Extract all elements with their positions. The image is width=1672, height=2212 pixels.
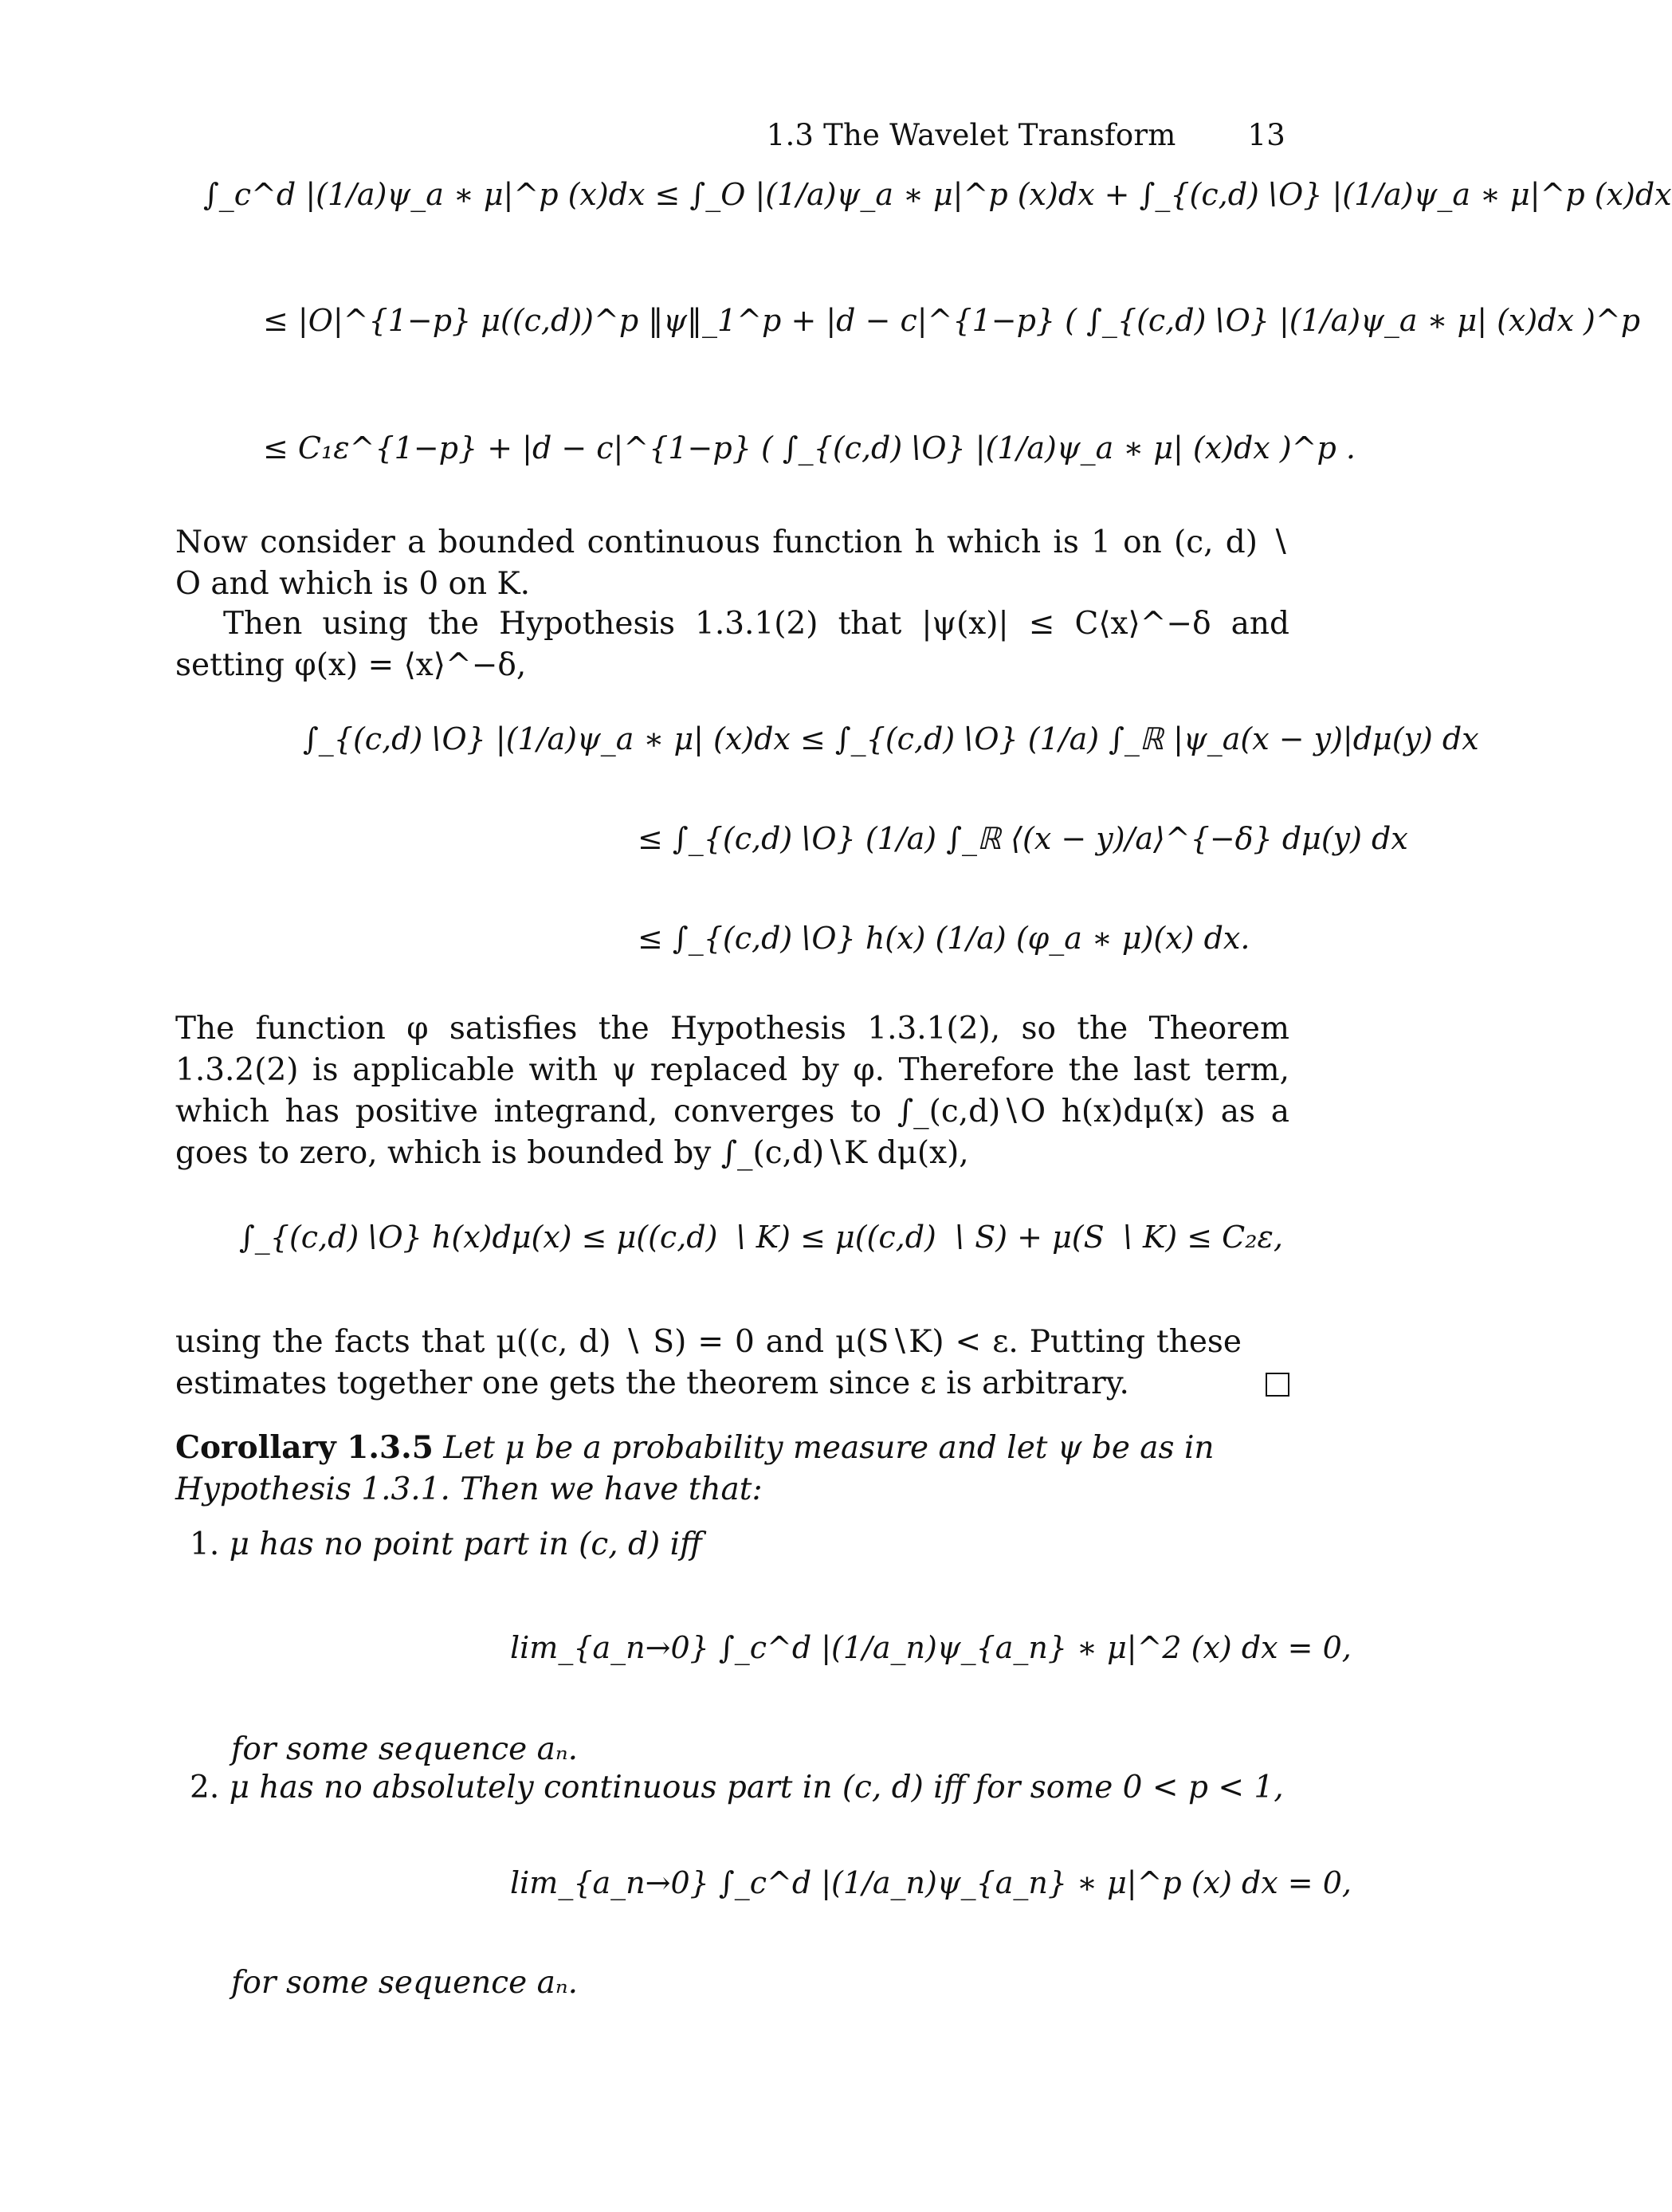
paragraph-2 — [175, 603, 1289, 686]
equation-text: ∫_c^d |(1/a)ψ_a ∗ μ|^p (x)dx ≤ ∫_O |(1/a)ψ_a ∗ μ|^p (x)dx + ∫_{(c,d)∖O} |(1/a)ψ_a ∗ μ|^p (x)dx — [203, 177, 1672, 212]
corollary-1-3-5 — [175, 1427, 1289, 1511]
equation-1-line-1 — [203, 177, 1672, 212]
paragraph-text: using the facts that μ((c, d) ∖ S) = 0 and μ(S∖K) < ε. Putting these estimates together one gets the theorem since ε is arbitrary. — [175, 1324, 1242, 1401]
equation-4 — [510, 1630, 1352, 1665]
equation-5 — [510, 1865, 1352, 1900]
equation-3 — [239, 1220, 1283, 1255]
equation-text: lim_{a_n→0} ∫_c^d |(1/a_n)ψ_{a_n} ∗ μ|^2 (x) dx = 0, — [510, 1630, 1352, 1665]
corollary-item-2-after — [231, 1965, 578, 2001]
item-number: 1. — [190, 1526, 220, 1562]
paragraph-4 — [175, 1322, 1289, 1405]
corollary-item-2 — [190, 1770, 1284, 1805]
equation-2-line-2 — [638, 821, 1408, 856]
item-text: μ has no absolutely continuous part in (c, d) iff for some 0 < p < 1, — [229, 1770, 1284, 1805]
equation-text: ≤ ∫_{(c,d)∖O} (1/a) ∫_ℝ ⟨(x − y)/a⟩^{−δ} dμ(y) dx — [638, 821, 1408, 856]
qed-box-icon — [1266, 1373, 1289, 1397]
page-number: 13 — [1247, 118, 1285, 152]
equation-1-line-2 — [263, 303, 1640, 338]
item-number: 2. — [190, 1770, 220, 1805]
corollary-statement: Let μ be a probability measure and let ψ be as in Hypothesis 1.3.1. Then we have that: — [175, 1430, 1215, 1507]
running-head — [767, 118, 1285, 152]
item-text: μ has no point part in (c, d) iff — [229, 1526, 702, 1562]
corollary-item-1-after — [231, 1731, 578, 1767]
equation-1-line-3 — [263, 430, 1356, 466]
equation-text: ∫_{(c,d)∖O} h(x)dμ(x) ≤ μ((c,d) ∖ K) ≤ μ((c,d) ∖ S) + μ(S ∖ K) ≤ C₂ε, — [239, 1220, 1283, 1255]
item-after-text: for some sequence aₙ. — [231, 1965, 579, 2001]
corollary-heading: Corollary 1.3.5 — [175, 1429, 434, 1466]
equation-text: lim_{a_n→0} ∫_c^d |(1/a_n)ψ_{a_n} ∗ μ|^p (x) dx = 0, — [510, 1865, 1352, 1900]
paragraph-text: Now consider a bounded continuous function h which is 1 on (c, d) ∖ O and which is 0 on K. — [175, 525, 1289, 602]
corollary-paragraph — [175, 1427, 1289, 1511]
paragraph-1 — [175, 522, 1289, 605]
equation-text: ≤ |O|^{1−p} μ((c,d))^p ‖ψ‖_1^p + |d − c|^{1−p} ( ∫_{(c,d)∖O} |(1/a)ψ_a ∗ μ| (x)dx )^p — [263, 303, 1641, 338]
paragraph-text: The function φ satisfies the Hypothesis 1.3.1(2), so the Theorem 1.3.2(2) is applicable with ψ replaced by φ. Therefore the last term, which has positive integrand, converges to ∫_(c,d)∖O h(x)dμ(x) as a goes to zero, which is bounded by ∫_(c,d)∖K dμ(x), — [175, 1011, 1289, 1171]
equation-2-line-1 — [303, 721, 1479, 756]
corollary-item-1 — [190, 1526, 702, 1562]
paragraph-3 — [175, 1008, 1289, 1174]
paragraph-text: Then using the Hypothesis 1.3.1(2) that |ψ(x)| ≤ C⟨x⟩^−δ and setting φ(x) = ⟨x⟩^−δ, — [175, 606, 1289, 683]
equation-text: ∫_{(c,d)∖O} |(1/a)ψ_a ∗ μ| (x)dx ≤ ∫_{(c,d)∖O} (1/a) ∫_ℝ |ψ_a(x − y)|dμ(y) dx — [303, 721, 1479, 756]
equation-text: ≤ C₁ε^{1−p} + |d − c|^{1−p} ( ∫_{(c,d)∖O} |(1/a)ψ_a ∗ μ| (x)dx )^p . — [263, 430, 1356, 466]
item-after-text: for some sequence aₙ. — [231, 1731, 579, 1767]
equation-text: ≤ ∫_{(c,d)∖O} h(x) (1/a) (φ_a ∗ μ)(x) dx. — [638, 921, 1250, 956]
equation-2-line-3 — [638, 921, 1250, 956]
section-title: 1.3 The Wavelet Transform — [766, 118, 1176, 152]
